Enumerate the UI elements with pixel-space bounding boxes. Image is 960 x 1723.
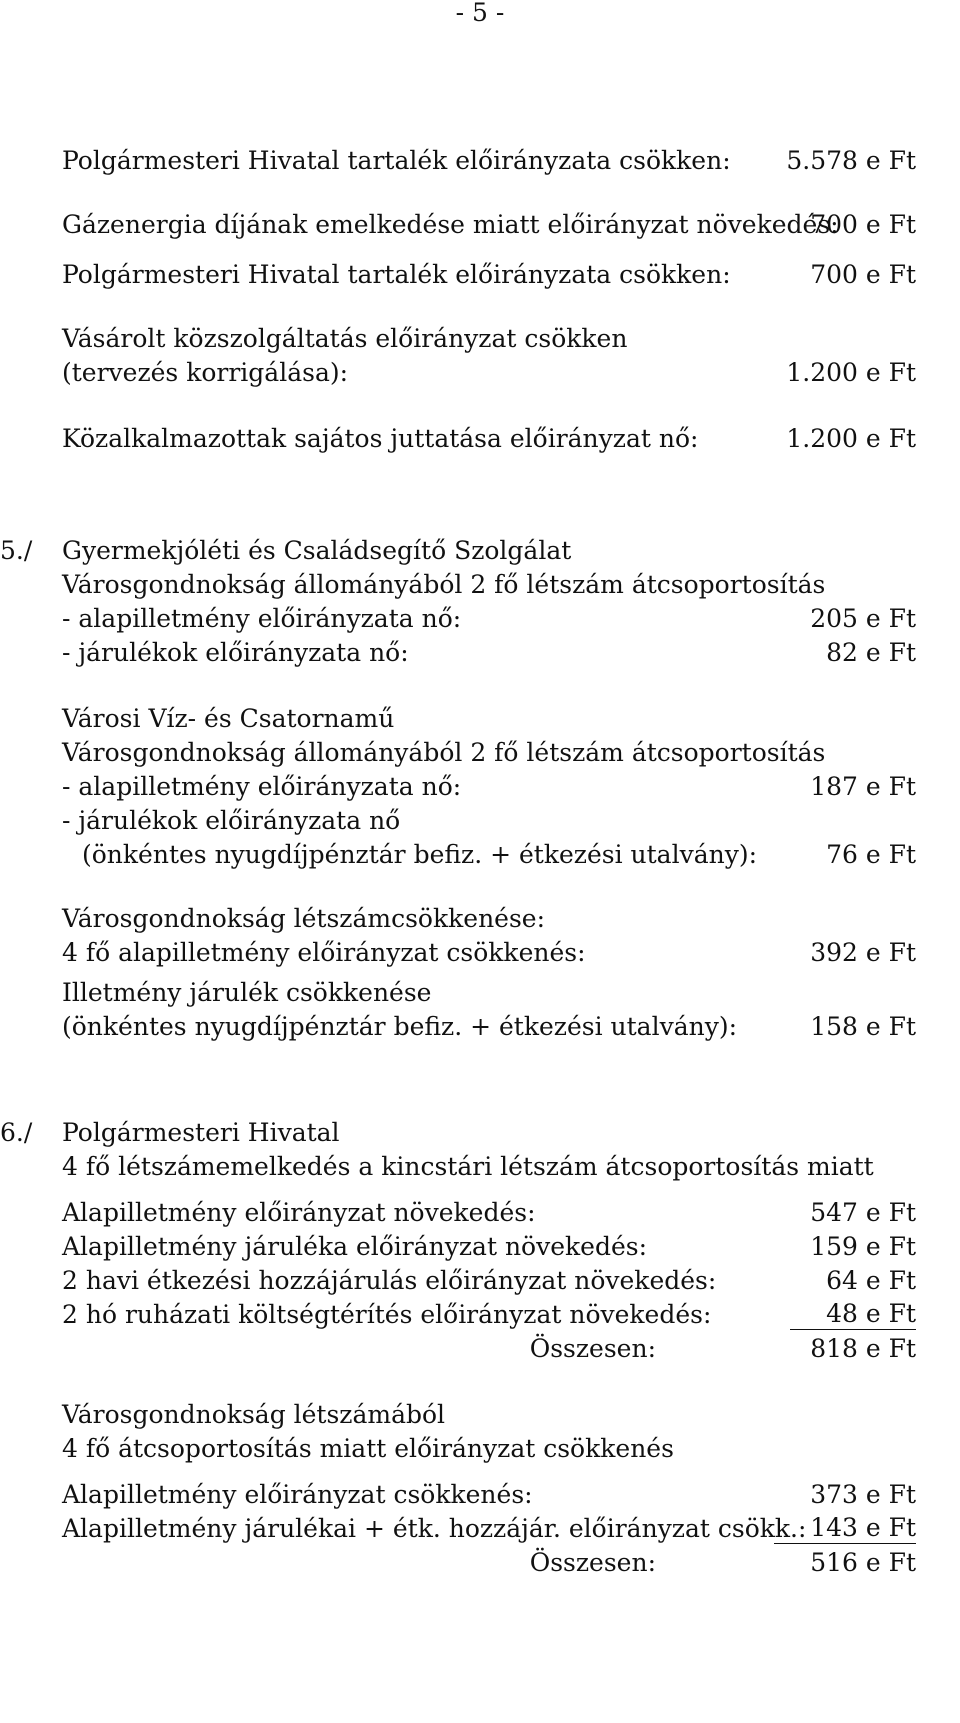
item-label: Polgármesteri Hivatal tartalék előirányzata csökken: <box>62 146 731 175</box>
item-amount: 373 e Ft <box>810 1480 916 1509</box>
section-heading <box>0 1116 960 1150</box>
subsection-heading <box>0 702 960 736</box>
total-amount: 818 e Ft <box>810 1334 916 1363</box>
total-label: Összesen: <box>529 1334 656 1363</box>
total-row <box>0 1546 960 1580</box>
text-line-content: 4 fő létszámemelkedés a kincstári létszám átcsoportosítás miatt <box>62 1152 874 1181</box>
item-label: - járulékok előirányzata nő <box>62 806 401 835</box>
list-item <box>0 602 960 636</box>
list-item <box>0 208 960 242</box>
item-amount: 64 e Ft <box>826 1266 916 1295</box>
item-amount: 1.200 e Ft <box>786 424 916 453</box>
item-amount-underlined: 143 e Ft <box>774 1512 916 1544</box>
list-item <box>0 1264 960 1298</box>
item-amount: 547 e Ft <box>810 1198 916 1227</box>
item-label: Alapilletmény járulékai + étk. hozzájár. előirányzat csökk.: <box>62 1514 807 1543</box>
item-label: Polgármesteri Hivatal tartalék előirányzata csökken: <box>62 260 731 289</box>
list-item <box>0 258 960 292</box>
item-label: (önkéntes nyugdíjpénztár befiz. + étkezési utalvány): <box>82 840 757 869</box>
section-number: 6./ <box>0 1118 33 1147</box>
text-line <box>0 1150 960 1184</box>
subsection-heading <box>0 1398 960 1432</box>
item-amount: 187 e Ft <box>810 772 916 801</box>
item-amount: 392 e Ft <box>810 938 916 967</box>
list-item <box>0 144 960 178</box>
item-amount: 82 e Ft <box>826 638 916 667</box>
list-item <box>0 1512 960 1546</box>
list-item <box>0 636 960 670</box>
total-label: Összesen: <box>529 1548 656 1577</box>
text-line-content: Városgondnokság állományából 2 fő létszám átcsoportosítás <box>62 738 826 767</box>
text-line-content: Városgondnokság állományából 2 fő létszám átcsoportosítás <box>62 570 826 599</box>
section-title: Gyermekjóléti és Családsegítő Szolgálat <box>62 536 572 565</box>
item-amount: 700 e Ft <box>810 260 916 289</box>
list-item <box>0 1196 960 1230</box>
list-item <box>0 976 960 1010</box>
item-amount: 205 e Ft <box>810 604 916 633</box>
subsection-title: Városgondnokság létszámcsökkenése: <box>62 904 546 933</box>
item-label: Illetmény járulék csökkenése <box>62 978 432 1007</box>
text-line <box>0 1432 960 1466</box>
item-label: - alapilletmény előirányzata nő: <box>62 604 462 633</box>
text-line-content: 4 fő átcsoportosítás miatt előirányzat csökkenés <box>62 1434 674 1463</box>
item-amount: 158 e Ft <box>810 1012 916 1041</box>
item-label: (tervezés korrigálása): <box>62 358 349 387</box>
total-row <box>0 1332 960 1366</box>
item-label: Alapilletmény előirányzat csökkenés: <box>62 1480 533 1509</box>
item-amount: 159 e Ft <box>810 1232 916 1261</box>
item-amount: 1.200 e Ft <box>786 358 916 387</box>
list-item <box>0 1478 960 1512</box>
item-label: Vásárolt közszolgáltatás előirányzat csökken <box>62 324 628 353</box>
item-label: Alapilletmény előirányzat növekedés: <box>62 1198 536 1227</box>
subsection-heading <box>0 902 960 936</box>
list-item <box>0 1298 960 1332</box>
item-amount: 5.578 e Ft <box>786 146 916 175</box>
text-line <box>0 736 960 770</box>
subsection-title: Városgondnokság létszámából <box>62 1400 446 1429</box>
section-title: Polgármesteri Hivatal <box>62 1118 340 1147</box>
item-amount: 700 e Ft <box>810 210 916 239</box>
item-label: - alapilletmény előirányzata nő: <box>62 772 462 801</box>
item-label: - járulékok előirányzata nő: <box>62 638 409 667</box>
list-item <box>0 1230 960 1264</box>
item-label: Alapilletmény járuléka előirányzat növekedés: <box>62 1232 648 1261</box>
list-item <box>0 838 960 872</box>
list-item <box>0 804 960 838</box>
list-item <box>0 1010 960 1044</box>
page-number: - 5 - <box>455 0 505 27</box>
item-label: 2 hó ruházati költségtérítés előirányzat növekedés: <box>62 1300 712 1329</box>
text-line <box>0 568 960 602</box>
list-item <box>0 770 960 804</box>
item-label: Közalkalmazottak sajátos juttatása előirányzat nő: <box>62 424 699 453</box>
item-label: 4 fő alapilletmény előirányzat csökkenés: <box>62 938 586 967</box>
total-amount: 516 e Ft <box>810 1548 916 1577</box>
item-amount-underlined: 48 e Ft <box>790 1298 916 1330</box>
list-item-line1 <box>0 322 960 356</box>
subsection-title: Városi Víz- és Csatornamű <box>62 704 395 733</box>
item-label: 2 havi étkezési hozzájárulás előirányzat növekedés: <box>62 1266 717 1295</box>
item-label: (önkéntes nyugdíjpénztár befiz. + étkezési utalvány): <box>62 1012 737 1041</box>
list-item <box>0 936 960 970</box>
section-heading <box>0 534 960 568</box>
list-item <box>0 422 960 456</box>
list-item-line2 <box>0 356 960 390</box>
item-amount: 76 e Ft <box>826 840 916 869</box>
item-label: Gázenergia díjának emelkedése miatt előirányzat növekedés: <box>62 210 839 239</box>
section-number: 5./ <box>0 536 33 565</box>
